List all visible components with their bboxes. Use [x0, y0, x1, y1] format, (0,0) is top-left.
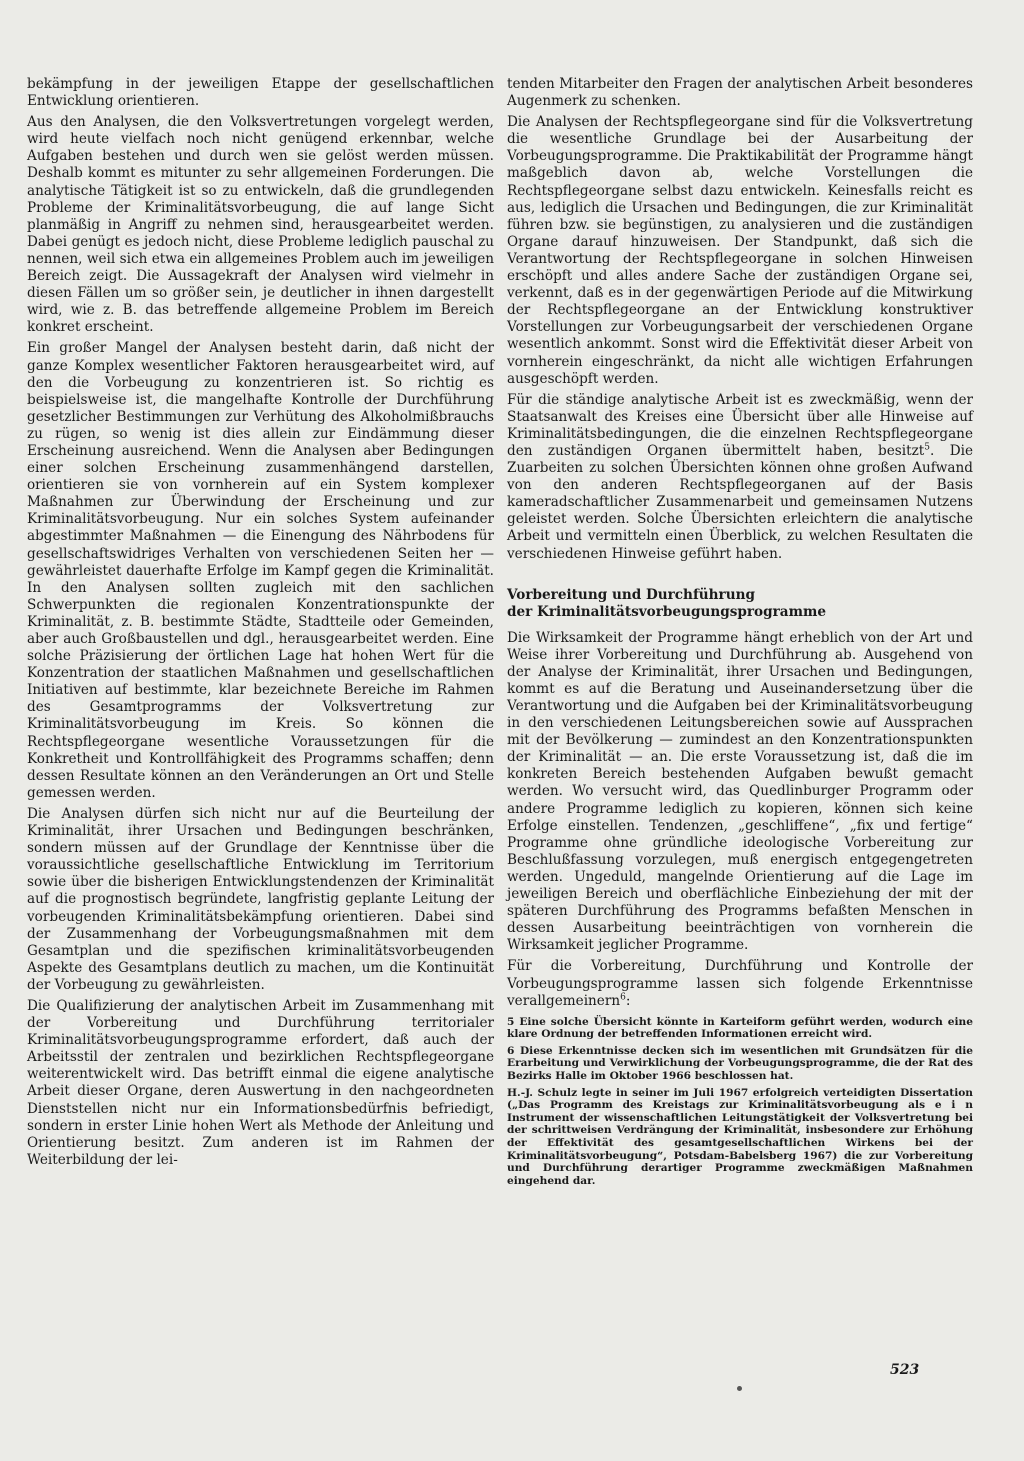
paragraph: Die Analysen dürfen sich nicht nur auf die Beurteilung der Kriminalität, ihrer Ursachen und Bedingungen beschränken, sondern müssen auf der Grundlage der Kenntnisse über die voraussichtliche gesellschaftliche Entwicklung im Territorium sowie über die bisherigen Entwicklungstendenzen der Kriminalität auf die prognostisch begründete, langfristig geplante Leitung der vorbeugenden Kriminalitätsbekämpfung orientieren. Dabei sind der Zusammenhang der Vorbeugungsmaßnahmen mit dem Gesamtplan und die spezifischen kriminalitätsvorbeugenden Aspekte des Gesamtplans deutlich zu machen, um die Kontinuität der Vorbeugung zu gewährleisten. [27, 805, 494, 993]
paragraph: Aus den Analysen, die den Volksvertretungen vorgelegt werden, wird heute vielfach noch nicht genügend erkennbar, welche Aufgaben bestehen und durch wen sie gelöst werden müssen. Deshalb kommt es mitunter zu sehr allgemeinen Forderungen. Die analytische Tätigkeit ist so zu entwickeln, daß die grundlegenden Probleme der Kriminalitätsvorbeugung, die auf lange Sicht planmäßig in Angriff zu nehmen sind, herausgearbeitet werden. Dabei genügt es jedoch nicht, diese Probleme lediglich pauschal zu nennen, weil sich etwa ein allgemeines Problem auch im jeweiligen Bereich zeigt. Die Aussagekraft der Analysen wird vielmehr in diesen Fällen um so größer sein, je deutlicher in ihnen dargestellt wird, wie z. B. das betreffende allgemeine Problem im Bereich konkret erscheint. [27, 114, 494, 336]
footnote-marker-6: 6 [620, 992, 626, 1003]
section-heading [507, 587, 973, 622]
paragraph: Die Qualifizierung der analytischen Arbeit im Zusammenhang mit der Vorbereitung und Durchführung territorialer Kriminalitätsvorbeugungsprogramme erfordert, daß auch der Arbeitsstil der zentralen und bezirklichen Rechtspflegeorgane weiterentwickelt wird. Das betrifft einmal die eigene analytische Arbeit dieser Organe, deren Auswertung in den nachgeordneten Dienststellen nicht nur ein Informationsbedürfnis befriedigt, sondern in erster Linie hohen Wert als Methode der Anleitung und Orientierung besitzt. Zum anderen ist im Rahmen der Weiterbildung der lei- [27, 997, 494, 1168]
paragraph: bekämpfung in der jeweiligen Etappe der gesellschaftlichen Entwicklung orientieren. [27, 76, 494, 110]
print-speck [737, 1386, 742, 1391]
paragraph: Ein großer Mangel der Analysen besteht darin, daß nicht der ganze Komplex wesentlicher Faktoren herausgearbeitet wird, auf den die Vorbeugung zu konzentrieren ist. So richtig es beispielsweise ist, die mangelhafte Kontrolle der Durchführung gesetzlicher Bestimmungen zur Verhütung des Alkoholmißbrauchs zu rügen, so wenig ist dies allein zur Eindämmung dieser Erscheinung ausreichend. Wenn die Analysen aber Bedingungen einer solchen Erscheinung zusammenhängend darstellen, orientieren sie von vornherein auf ein System komplexer Maßnahmen zur Überwindung der Erscheinung und zur Kriminalitätsvorbeugung. Nur ein solches System aufeinander abgestimmter Maßnahmen — die Einengung des Nährbodens für gesellschaftswidriges Verhalten von verschiedenen Seiten her — gewährleistet dauerhafte Erfolge im Kampf gegen die Kriminalität. In den Analysen sollten zugleich mit den sachlichen Schwerpunkten die regionalen Konzentrationspunkte der Kriminalität, z. B. bestimmte Städte, Stadtteile oder Gemeinden, aber auch Großbaustellen und dgl., herausgearbeitet werden. Eine solche Präzisierung der örtlichen Lage hat hohen Wert für die Konzentration der staatlichen Maßnahmen und gesellschaftlichen Initiativen auf bestimmte, klar bezeichnete Bereiche im Rahmen des Gesamtprogramms der Volksvertretung zur Kriminalitätsvorbeugung im Kreis. So können die Rechtspflegeorgane wesentliche Voraussetzungen für die Konkretheit und Kontrollfähigkeit des Programms schaffen; denn dessen Resultate können an den Veränderungen an Ort und Stelle gemessen werden. [27, 340, 494, 801]
footnote: H.-J. Schulz legte in seiner im Juli 1967 erfolgreich verteidigten Dissertation („Das Programm des Kreistags zur Kriminalitätsvorbeugung als e i n Instrument der wissenschaftlichen Leitungstätigkeit der Volksvertretung bei der schrittweisen Verdrängung der Kriminalität, insbesondere zur Erhöhung der Effektivität des gesamtgesellschaftlichen Wirkens bei der Kriminalitätsvorbeugung“, Potsdam-Babelsberg 1967) die zur Vorbereitung und Durchführung derartiger Programme zweckmäßigen Maßnahmen eingehend dar. [507, 1086, 973, 1187]
footnote: 6 Diese Erkenntnisse decken sich im wesentlichen mit Grundsätzen für die Erarbeitung und Verwirklichung der Vorbeugungsprogramme, die der Rat des Bezirks Halle im Oktober 1966 beschlossen hat. [507, 1044, 973, 1083]
right-column [507, 76, 973, 1191]
paragraph [507, 392, 973, 563]
paragraph-text: Für die ständige analytische Arbeit ist es zweckmäßig, wenn der Staatsanwalt des Kreises eine Übersicht über alle Hinweise auf Kriminalitätsbedingungen, die die einzelnen Rechtspflegeorgane den zuständigen Organen übermittelt haben, besitzt [507, 391, 973, 459]
paragraph [507, 958, 973, 1009]
paragraph: Die Wirksamkeit der Programme hängt erheblich von der Art und Weise ihrer Vorbereitung und Durchführung ab. Ausgehend von der Analyse der Kriminalität, ihrer Ursachen und Bedingungen, kommt es auf die Beratung und Auseinandersetzung über die Verantwortung und die Aufgaben bei der Kriminalitätsvorbeugung in den verschiedenen Leitungsbereichen sowie auf Aussprachen mit der Bevölkerung — zumindest an den Konzentrationspunkten der Kriminalität — an. Die erste Voraussetzung ist, daß die im konkreten Bereich bestehenden Aufgaben bewußt gemacht werden. Wo versucht wird, das Quedlinburger Programm oder andere Programme lediglich zu kopieren, können sich keine Erfolge einstellen. Tendenzen, „geschliffene“, „fix und fertige“ Programme ohne gründliche ideologische Vorbereitung zur Beschlußfassung vorzulegen, muß energisch entgegengetreten werden. Ungeduld, mangelnde Orientierung auf die Lage im jeweiligen Bereich und oberflächliche Einbeziehung der mit der späteren Durchführung des Programms befaßten Menschen in dessen Ausarbeitung beeinträchtigen von vornherein die Wirksamkeit jeglicher Programme. [507, 629, 973, 954]
paragraph-text: : [625, 992, 631, 1009]
page-number: 523 [890, 1362, 920, 1378]
footnote: 5 Eine solche Übersicht könnte in Karteiform geführt werden, wodurch eine klare Ordnung der betreffenden Informationen erreicht wird. [507, 1015, 973, 1041]
paragraph: Die Analysen der Rechtspflegeorgane sind für die Volksvertretung die wesentliche Grundlage bei der Ausarbeitung der Vorbeugungsprogramme. Die Praktikabilität der Programme hängt maßgeblich davon ab, welche Vorstellungen die Rechtspflegeorgane selbst dazu entwickeln. Keinesfalls reicht es aus, lediglich die Ursachen und Bedingungen, die zur Kriminalität führen bzw. sie begünstigen, zu analysieren und die zuständigen Organe darauf hinzuweisen. Der Standpunkt, daß sich die Verantwortung der Rechtspflegeorgane in solchen Hinweisen erschöpft und alles andere Sache der zuständigen Organe sei, verkennt, daß es in der gegenwärtigen Periode auf die Mitwirkung der Rechtspflegeorgane an der Entwicklung konstruktiver Vorstellungen zur Vorbeugungsarbeit der verschiedenen Organe wesentlich ankommt. Sonst wird die Effektivität dieser Arbeit von vornherein eingeschränkt, da nicht alle wichtigen Erfahrungen ausgeschöpft werden. [507, 114, 973, 387]
left-column [27, 76, 494, 1173]
section-heading-line: Vorbereitung und Durchführung [507, 586, 755, 603]
paragraph-text: Für die Vorbereitung, Durchführung und Kontrolle der Vorbeugungsprogramme lassen sich folgende Erkenntnisse verallgemeinern [507, 958, 973, 1009]
footnotes [507, 1016, 973, 1188]
paragraph-text: . Die Zuarbeiten zu solchen Übersichten können ohne großen Aufwand von den anderen Rechtspflegeorganen auf der Basis kameradschaftlicher Zusammenarbeit und gemeinsamen Nutzens geleistet werden. Solche Übersichten erleichtern die analytische Arbeit und vermitteln einen Überblick, zu welchen Resultaten die verschiedenen Hinweise geführt haben. [507, 442, 973, 562]
section-heading-line: der Kriminalitätsvorbeugungsprogramme [507, 604, 826, 621]
paragraph: tenden Mitarbeiter den Fragen der analytischen Arbeit besonderes Augenmerk zu schenken. [507, 76, 973, 110]
footnote-marker-5: 5 [924, 442, 930, 453]
